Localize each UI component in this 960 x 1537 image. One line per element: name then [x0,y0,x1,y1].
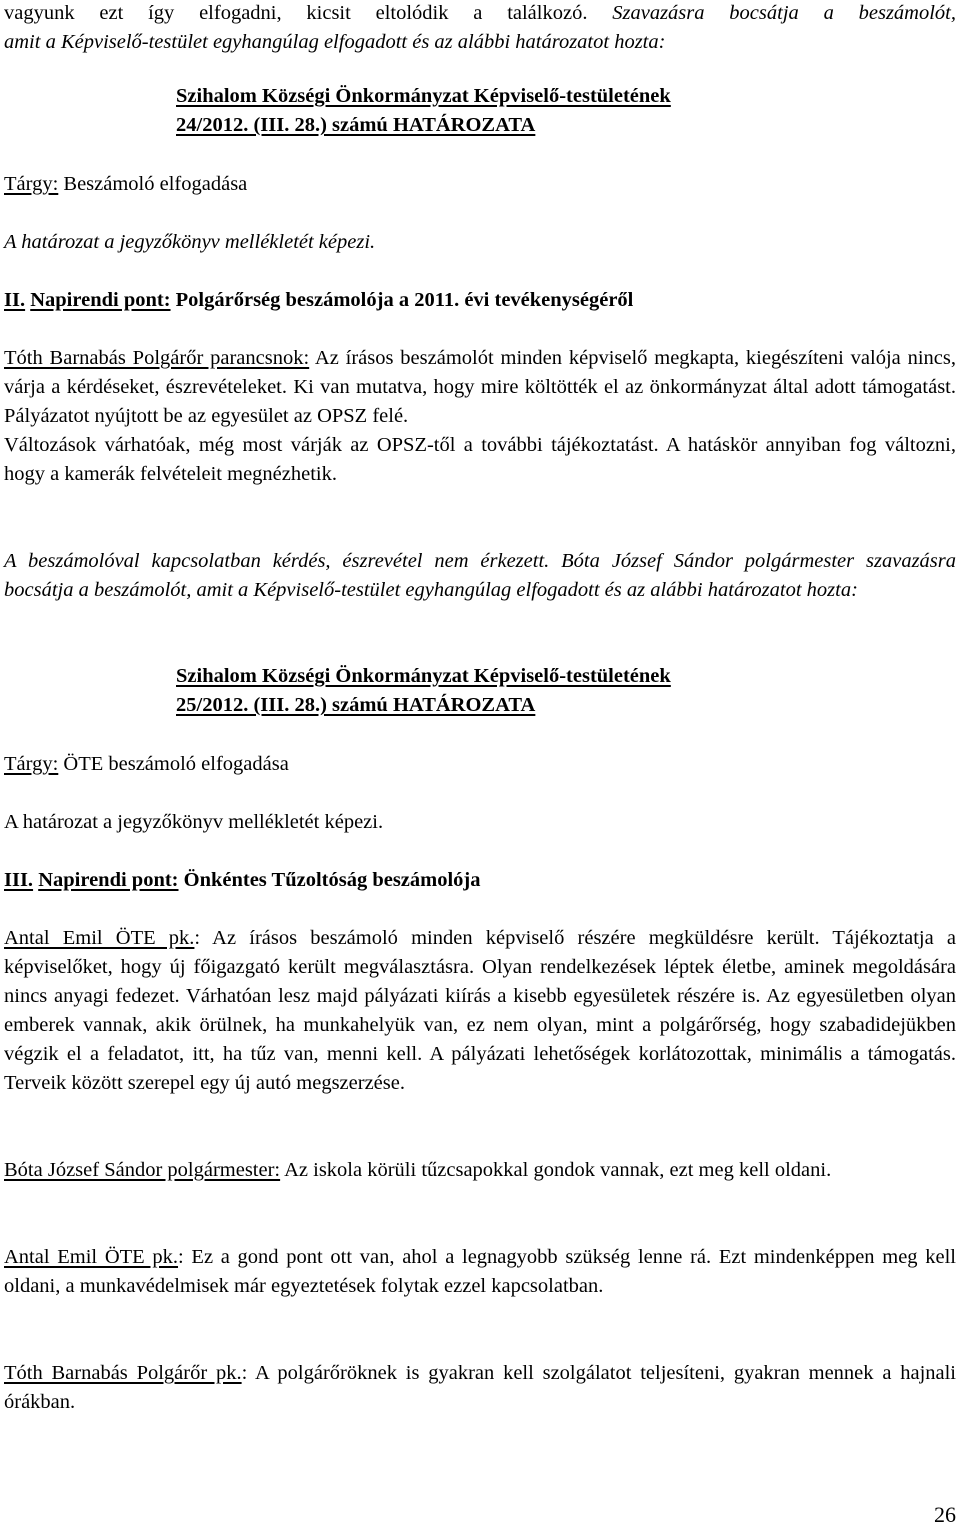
entry-text: Az iskola körüli tűzcsapokkal gondok vannak, ezt meg kell oldani. [280,1159,832,1181]
entry-speaker: Antal Emil ÖTE pk. [4,1246,179,1268]
agenda-roman-3: III. [4,869,34,891]
entry-text: : A polgárőröknek is gyakran kell szolgálatot teljesíteni, gyakran mennek a hajnali órákban. [4,1362,957,1413]
intro-vote-text-2: amit a Képviselő-testület egyhangúlag elfogadott és az alábbi határozatot hozta: [4,31,666,53]
resolution-number-2: 25/2012. (III. 28.) számú HATÁROZATA [176,694,536,716]
resolution-number: 24/2012. (III. 28.) számú HATÁROZATA [176,114,536,136]
vote-paragraph [4,547,956,605]
vote-text: A beszámolóval kapcsolatban kérdés, észrevétel nem érkezett. Bóta József Sándor polgármester szavazásra bocsátja a beszámolót, amit a Képviselő-testület egyhangúlag elfogadott és az alábbi határozatot hozta: [4,550,956,601]
resolution-header [176,82,671,140]
page-number: 26 [934,1502,956,1527]
entry-paragraph [4,1156,956,1185]
subject-text: Beszámoló elfogadása [63,173,248,195]
agenda-title: Polgárőrség beszámolója a 2011. évi tevékenységéről [175,289,634,311]
resolution-body-name-2: Szihalom Községi Önkormányzat Képviselő-testületének [176,665,671,687]
subject-text-2: ÖTE beszámoló elfogadása [63,753,289,775]
resolution-subject [4,170,956,199]
speaker-paragraph [4,344,956,489]
intro-text: vagyunk ezt így elfogadni, kicsit eltolódik a találkozó. [4,2,588,24]
resolution-note-2: A határozat a jegyzőkönyv mellékletét képezi. [4,811,384,833]
entry-text: : Ez a gond pont ott van, ahol a legnagyobb szükség lenne rá. Ezt mindenképpen meg kell oldani, a munkavédelmisek már egyeztetések folytak ezzel kapcsolatban. [4,1246,956,1297]
agenda-roman: II. [4,289,26,311]
entry-paragraph [4,924,956,1098]
agenda-label: Napirendi pont: [30,289,171,311]
intro-vote-text: Szavazásra bocsátja a beszámolót, [612,2,956,24]
entry-paragraph [4,1359,956,1417]
subject-label-2: Tárgy: [4,753,59,775]
resolution-subject-2 [4,750,956,779]
entry-speaker: Bóta József Sándor polgármester: [4,1159,281,1181]
entry-text: : Az írásos beszámoló minden képviselő részére megküldésre került. Tájékoztatja a képviselőket, hogy új főigazgató került megválasztásra. Olyan rendelkezések léptek életbe, aminek megoldására nincs anyagi fedezet. Várhatóan lesz majd pályázati kiírás a kisebb egyesületek részére is. Az egyesületben olyan emberek vannak, akik örülnek, ha munkahelyük van, ez nem olyan, mint a polgárőrség, hogy szabadidejükben végzik el a feladatot, itt, ha tűz van, menni kell. A pályázati lehetőségek korlátozottak, minimális a támogatás. Terveik között szerepel egy új autó megszerzése. [4,927,956,1094]
agenda-heading [4,286,956,315]
resolution-note: A határozat a jegyzőkönyv mellékletét képezi. [4,231,376,253]
speaker-name: Tóth Barnabás Polgárőr parancsnok: [4,347,310,369]
agenda-label-3: Napirendi pont: [38,869,179,891]
agenda-heading-3 [4,866,956,895]
subject-label: Tárgy: [4,173,59,195]
agenda-title-3: Önkéntes Tűzoltóság beszámolója [183,869,481,891]
entry-paragraph [4,1243,956,1301]
speaker-text-2: Változások várhatóak, még most várják az OPSZ-től a további tájékoztatást. A hatáskör annyiban fog változni, hogy a kamerák felvételeit megnézhetik. [4,434,956,485]
speaker-text: Az írásos beszámolót minden képviselő megkapta, kiegészíteni valója nincs, várja a kérdéseket, észrevételeket. Ki van mutatva, hogy mire költötték el az önkormányzat által adott támogatást. Pályázatot nyújtott be az egyesület az OPSZ felé. [4,347,956,427]
resolution-header-2 [176,662,671,720]
entry-speaker: Tóth Barnabás Polgárőr pk. [4,1362,242,1384]
intro-paragraph [4,0,956,57]
entry-speaker: Antal Emil ÖTE pk. [4,927,195,949]
resolution-body-name: Szihalom Községi Önkormányzat Képviselő-testületének [176,85,671,107]
